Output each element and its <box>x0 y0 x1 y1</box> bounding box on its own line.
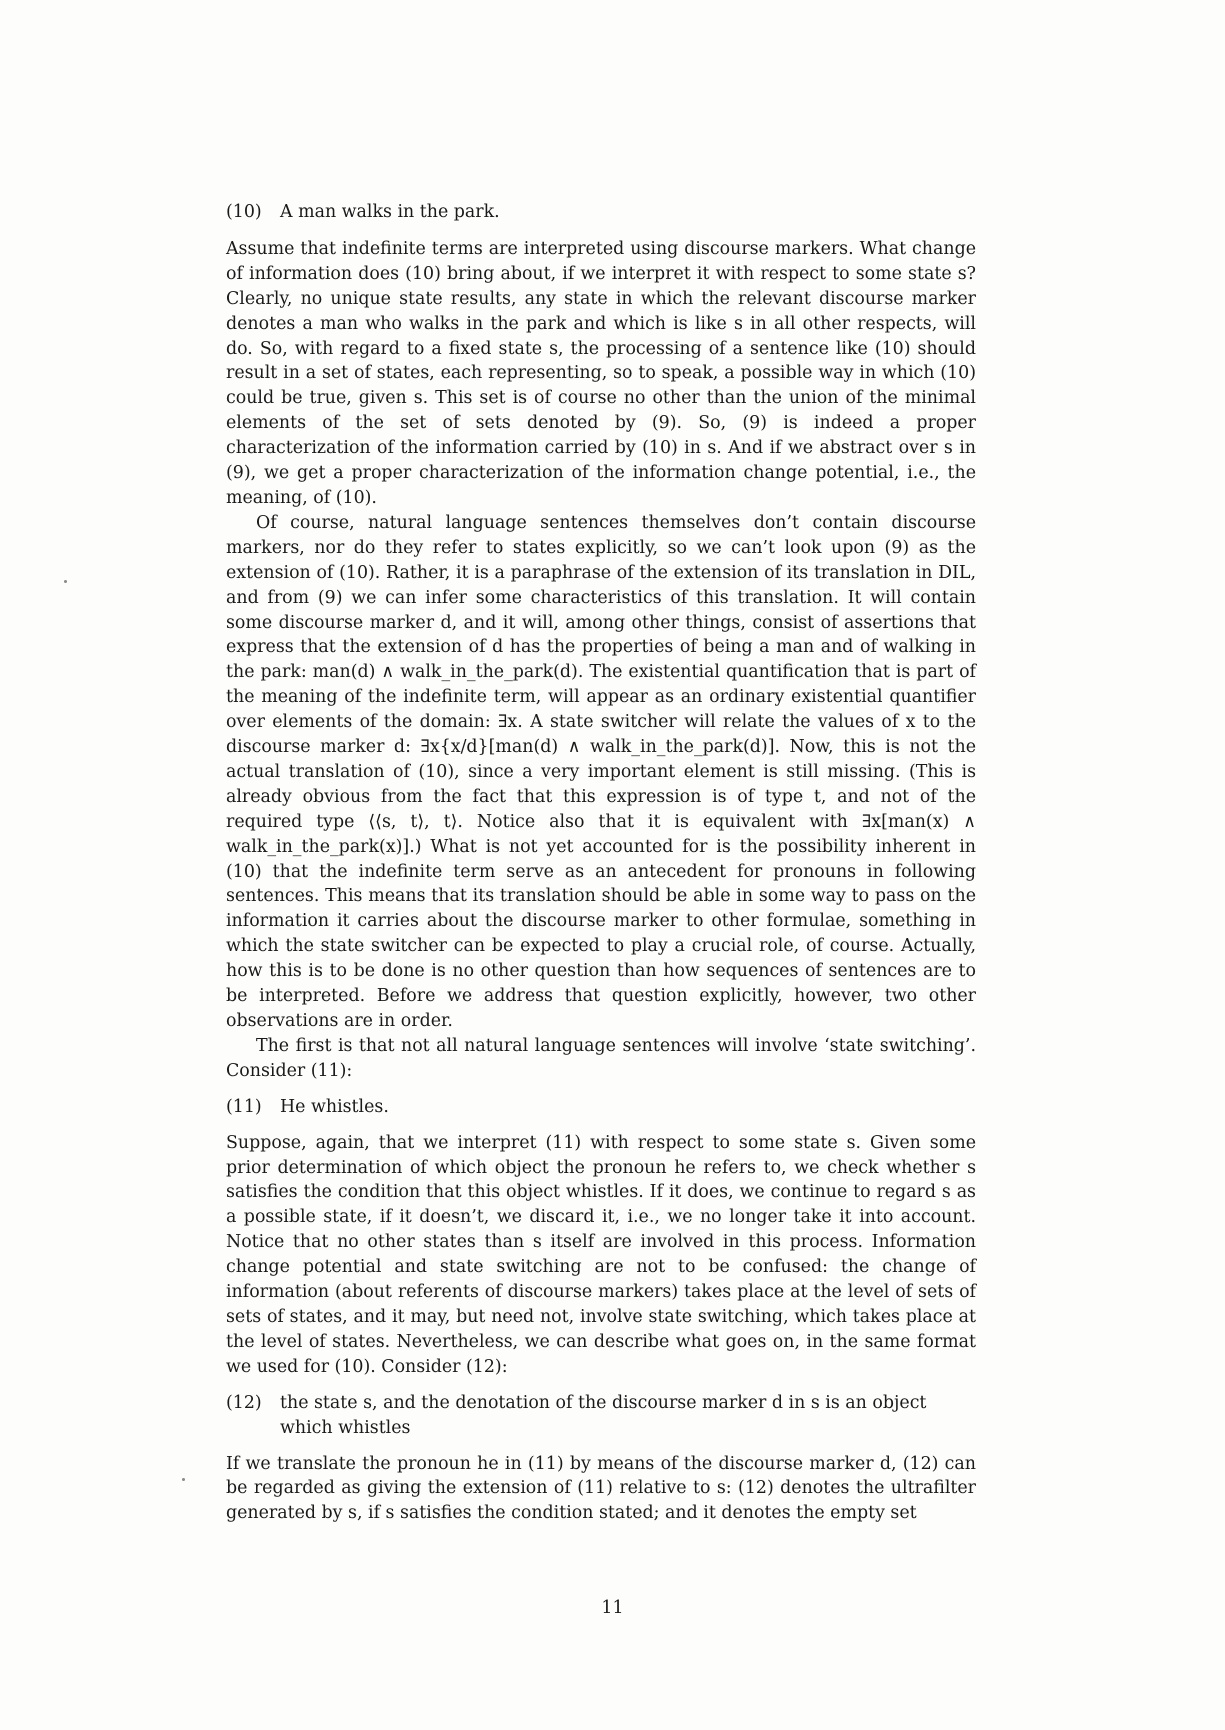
scan-speck <box>64 580 67 583</box>
page-number: 11 <box>601 1598 624 1618</box>
paragraph: The first is that not all natural language sentences will involve ‘state switching’. Consider (11): <box>226 1035 976 1081</box>
example-12 <box>226 1391 976 1441</box>
paragraph: Assume that indefinite terms are interpreted using discourse markers. What change of information does (10) bring about, if we interpret it with respect to some state s? Clearly, no unique state results, any state in which the relevant discourse marker denotes a man who walks in the park and which is like s in all other respects, will do. So, with regard to a fixed state s, the processing of a sentence like (10) should result in a set of states, each representing, so to speak, a possible way in which (10) could be true, given s. This set is of course no other than the union of the minimal elements of the set of sets denoted by (9). So, (9) is indeed a proper characterization of the information carried by (10) in s. And if we abstract over s in (9), we get a proper characterization of the information change potential, i.e., the meaning, of (10). <box>226 238 976 508</box>
example-10 <box>226 200 976 225</box>
example-text: the state s, and the denotation of the discourse marker d in s is an object which whistles <box>280 1392 927 1438</box>
example-text: A man walks in the park. <box>280 202 500 222</box>
example-number: (10) <box>226 202 262 222</box>
example-number: (11) <box>226 1096 262 1117</box>
paragraph: Suppose, again, that we interpret (11) with respect to some state s. Given some prior determination of which object the pronoun he refers to, we check whether s satisfies the condition that this object whistles. If it does, we continue to regard s as a possible state, if it doesn’t, we discard it, i.e., we no longer take it into account. Notice that no other states than s itself are involved in this process. Information change potential and state switching are not to be confused: the change of information (about referents of discourse markers) takes place at the level of sets of sets of states, and it may, but need not, involve state switching, which takes place at the level of states. Nevertheless, we can describe what goes on, in the same format we used for (10). Consider (12): <box>226 1132 976 1377</box>
example-11 <box>226 1095 976 1120</box>
body-text <box>226 200 976 1526</box>
scan-speck <box>182 1478 185 1481</box>
paragraph: If we translate the pronoun he in (11) by means of the discourse marker d, (12) can be regarded as giving the extension of (11) relative to s: (12) denotes the ultrafilter generated by s, if s satisfies the condition stated; and it denotes the empty set <box>226 1453 976 1524</box>
paragraph: Of course, natural language sentences themselves don’t contain discourse markers, nor do they refer to states explicitly, so we can’t look upon (9) as the extension of (10). Rather, it is a paraphrase of the extension of its translation in DIL, and from (9) we can infer some characteristics of this translation. It will contain some discourse marker d, and it will, among other things, consist of assertions that express that the extension of d has the properties of being a man and of walking in the park: man(d) ∧ walk_in_the_park(d). The existential quantification that is part of the meaning of the indefinite term, will appear as an ordinary existential quantifier over elements of the domain: ∃x. A state switcher will relate the values of x to the discourse marker d: ∃x{x/d}[man(d) ∧ walk_in_the_park(d)]. Now, this is not the actual translation of (10), since a very important element is still missing. (This is already obvious from the fact that this expression is of type t, and not of the required type ⟨⟨s, t⟩, t⟩. Notice also that it is equivalent with ∃x[man(x) ∧ walk_in_the_park(x)].) What is not yet accounted for is the possibility inherent in (10) that the indefinite term serve as an antecedent for pronouns in following sentences. This means that its translation should be able in some way to pass on the information it carries about the discourse marker to other formulae, something in which the state switcher can be expected to play a crucial role, of course. Actually, how this is to be done is no other question than how sequences of sentences are to be interpreted. Before we address that question explicitly, however, two other observations are in order. <box>226 512 976 1031</box>
example-text: He whistles. <box>280 1096 389 1117</box>
example-number: (12) <box>226 1392 262 1413</box>
